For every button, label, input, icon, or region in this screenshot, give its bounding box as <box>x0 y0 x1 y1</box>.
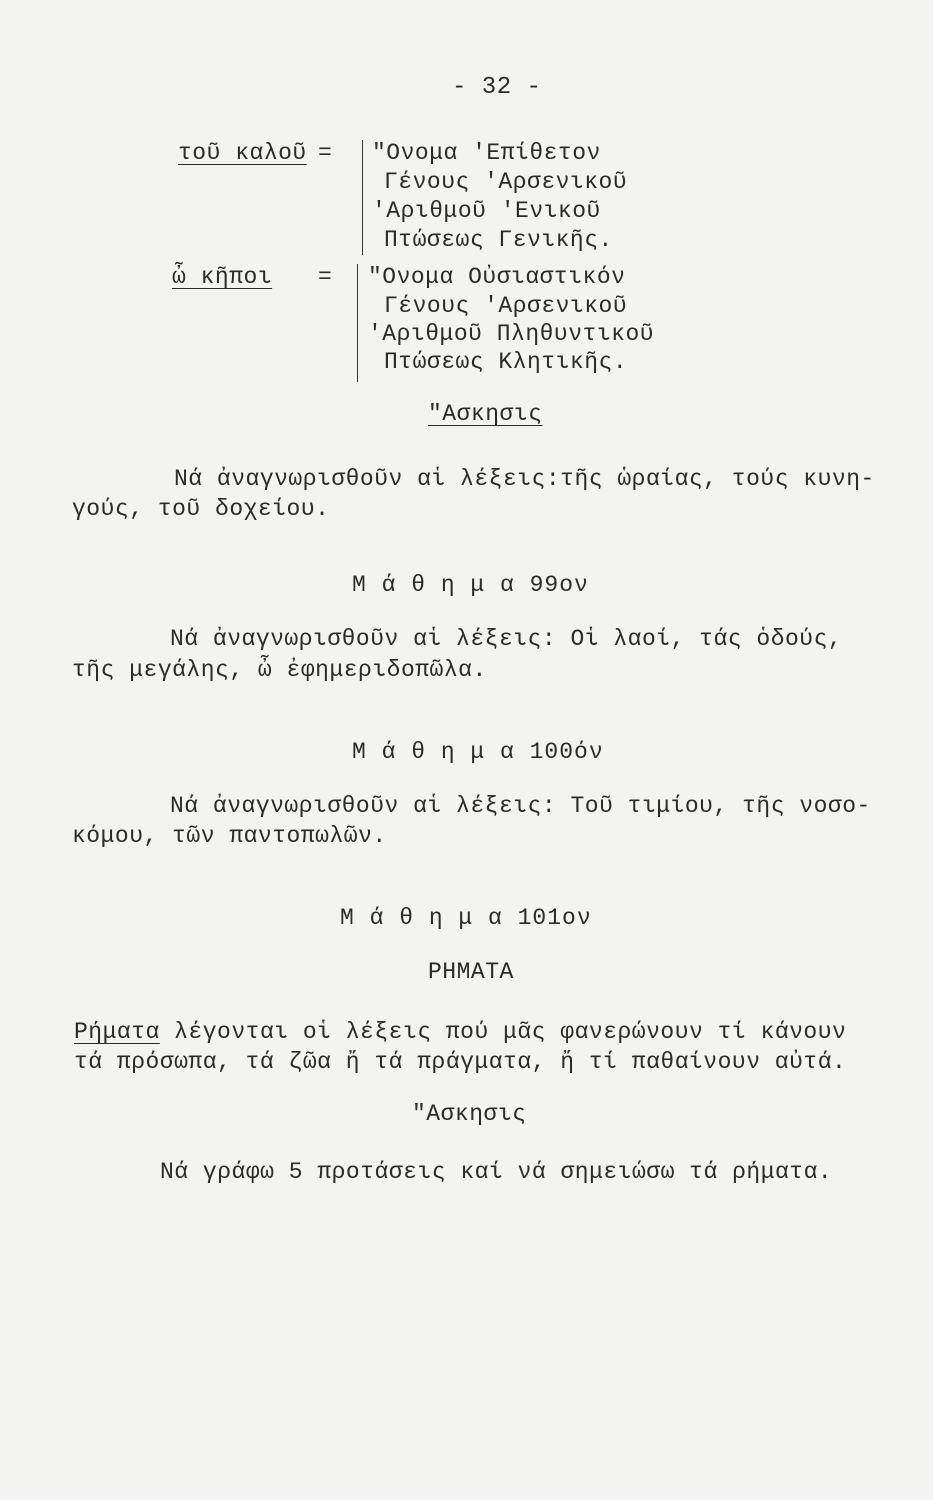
lesson-99-line-2: τῆς μεγάλης, ὦ ἐφημεριδοπῶλα. <box>72 657 487 683</box>
definition-line-2: τά πρόσωπα, τά ζῶα ἤ τά πράγματα, ἤ τί παθαίνουν αὐτά. <box>74 1049 847 1075</box>
equals-sign-1: = <box>318 140 333 166</box>
lesson-101-subheading: ΡΗΜΑΤΑ <box>428 959 514 985</box>
analysis-term-1: τοῦ καλοῦ <box>178 140 307 166</box>
lesson-99-heading: Μ ά θ η μ α 99ον <box>352 572 589 598</box>
analysis-2-line-2: Γένους 'Αρσενικοῦ <box>384 293 628 319</box>
lesson-100-heading: Μ ά θ η μ α 100όν <box>352 739 604 765</box>
analysis-1-line-2: Γένους 'Αρσενικοῦ <box>384 169 628 195</box>
equals-sign-2: = <box>318 264 333 290</box>
exercise-2-line-1: Νά γράφω 5 προτάσεις καί νά σημειώσω τά ρήματα. <box>160 1159 833 1185</box>
page-number: - 32 - <box>452 74 542 101</box>
definition-term: Ρήματα <box>74 1019 160 1045</box>
exercise-heading-1: "Ασκησις <box>428 401 543 427</box>
analysis-1-line-1: "Ονομα 'Επίθετον <box>372 140 601 166</box>
bracket-line-2 <box>357 264 358 382</box>
definition-line-1-text: λέγονται οἱ λέξεις πού μᾶς φανερώνουν τί κάνουν <box>159 1019 847 1045</box>
bracket-line-1 <box>362 140 363 255</box>
lesson-100-line-2: κόμου, τῶν παντοπωλῶν. <box>72 823 387 849</box>
definition-line-1 <box>74 1018 846 1046</box>
analysis-2-line-4: Πτώσεως Κλητικῆς. <box>384 349 628 375</box>
lesson-101-heading: Μ ά θ η μ α 101ον <box>340 905 592 931</box>
analysis-2-line-3: 'Αριθμοῦ Πληθυντικοῦ <box>368 321 655 347</box>
exercise-1-line-1: Νά ἀναγνωρισθοῦν αἱ λέξεις:τῆς ὡραίας, τούς κυνη- <box>174 466 875 492</box>
analysis-term-2: ὦ κῆποι <box>172 264 273 290</box>
lesson-100-line-1: Νά ἀναγνωρισθοῦν αἱ λέξεις: Τοῦ τιμίου, τῆς νοσο- <box>170 793 871 819</box>
analysis-2-line-1: "Ονομα Οὐσιαστικόν <box>368 264 626 290</box>
exercise-heading-2: "Ασκησις <box>412 1101 527 1127</box>
lesson-99-line-1: Νά ἀναγνωρισθοῦν αἱ λέξεις: Οἱ λαοί, τάς ὁδούς, <box>170 626 843 652</box>
exercise-1-line-2: γούς, τοῦ δοχείου. <box>72 496 330 522</box>
analysis-1-line-3: 'Αριθμοῦ 'Ενικοῦ <box>372 198 601 224</box>
analysis-1-line-4: Πτώσεως Γενικῆς. <box>384 227 613 253</box>
